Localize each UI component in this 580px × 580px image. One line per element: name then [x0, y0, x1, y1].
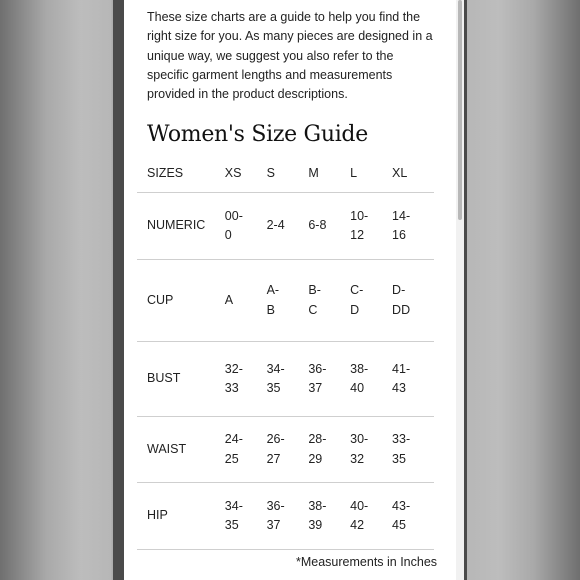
row-label: BUST [137, 342, 225, 417]
table-cell: 26-27 [267, 417, 309, 483]
table-cell: 32-33 [225, 342, 267, 417]
header-cell: M [308, 165, 319, 180]
table-cell: 40-42 [350, 483, 392, 550]
table-cell: A-B [267, 260, 309, 342]
table-header-row [137, 155, 434, 193]
table-cell: 34-35 [225, 483, 267, 550]
table-cell: 14-16 [392, 193, 434, 260]
scrollbar[interactable] [456, 0, 464, 580]
header-cell: L [350, 165, 358, 180]
table-cell: 43-45 [392, 483, 434, 550]
table-cell: 24-25 [225, 417, 267, 483]
table-cell: 6-8 [308, 193, 350, 260]
header-cell: S [266, 165, 275, 180]
table-cell: 28-29 [308, 417, 350, 483]
row-label: HIP [137, 483, 225, 550]
table-cell: 10-12 [350, 193, 392, 260]
row-label: WAIST [137, 417, 225, 483]
table-cell: C-D [350, 260, 392, 342]
header-cell: XS [224, 165, 242, 180]
row-label: NUMERIC [137, 193, 225, 260]
table-cell: 33-35 [392, 417, 434, 483]
table-cell: D-DD [392, 260, 434, 342]
table-cell: 38-40 [350, 342, 392, 417]
header-cell: XL [392, 165, 408, 180]
table-row [137, 417, 434, 483]
screen [124, 0, 456, 580]
size-guide-table [137, 155, 434, 550]
page-title: Women's Size Guide [147, 122, 368, 147]
table-cell: 41-43 [392, 342, 434, 417]
header-cell: SIZES [147, 165, 184, 180]
table-cell: 36-37 [308, 342, 350, 417]
table-row [137, 342, 434, 417]
table-cell: 38-39 [308, 483, 350, 550]
table-row [137, 483, 434, 550]
table-cell: A [225, 260, 267, 342]
measurements-note: *Measurements in Inches [296, 555, 438, 569]
table-row [137, 193, 434, 260]
table-row [137, 260, 434, 342]
row-label: CUP [137, 260, 225, 342]
table-cell: 2-4 [267, 193, 309, 260]
scrollbar-thumb[interactable] [458, 0, 462, 220]
table-cell: 34-35 [267, 342, 309, 417]
table-cell: 00-0 [225, 193, 267, 260]
intro-text: These size charts are a guide to help you find the right size for you. As many pieces are designed in a unique way, we suggest you also refer to the specific garment lengths and measurements provided in the product descriptions. [147, 10, 433, 102]
table-cell: B-C [308, 260, 350, 342]
table-cell: 30-32 [350, 417, 392, 483]
table-cell: 36-37 [267, 483, 309, 550]
